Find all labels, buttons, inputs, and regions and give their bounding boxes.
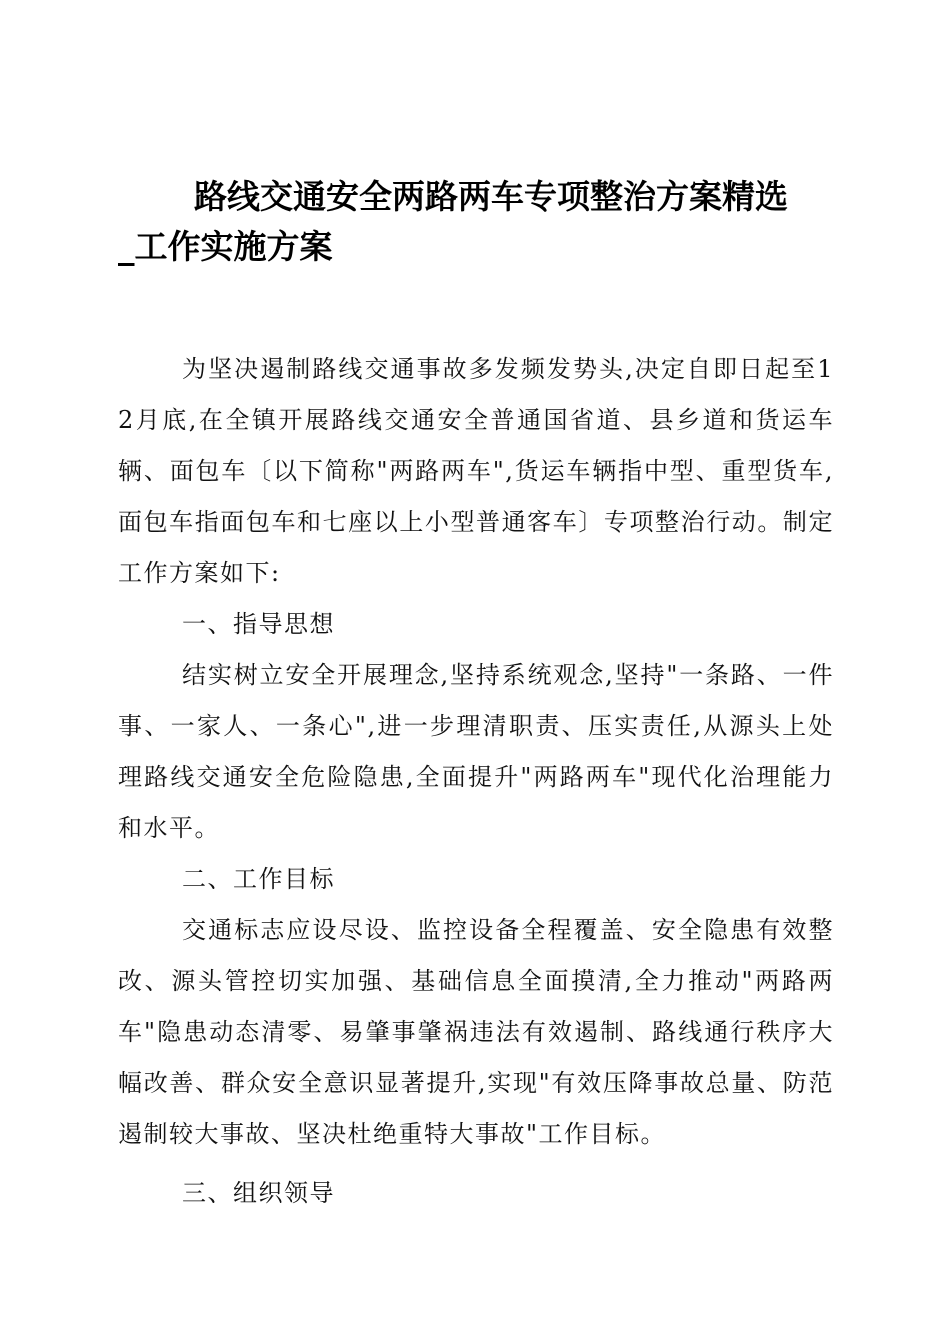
- document-title: [118, 172, 848, 272]
- title-line-1: 路线交通安全两路两车专项整治方案精选: [194, 177, 788, 216]
- document-body: [118, 344, 834, 1219]
- section-heading-2: 二、工作目标: [182, 865, 335, 893]
- title-line-2: _工作实施方案: [118, 227, 333, 266]
- intro-paragraph: 为坚决遏制路线交通事故多发频发势头,决定自即日起至12月底,在全镇开展路线交通安全普通国省道、县乡道和货运车辆、面包车〔以下简称"两路两车",货运车辆指中型、重型货车,面包车指面包车和七座以上小型普通客车〕专项整治行动。制定工作方案如下:: [118, 355, 834, 587]
- section-heading-3: 三、组织领导: [182, 1179, 335, 1207]
- section-paragraph-2: 交通标志应设尽设、监控设备全程覆盖、安全隐患有效整改、源头管控切实加强、基础信息全面摸清,全力推动"两路两车"隐患动态清零、易肇事肇祸违法有效遏制、路线通行秩序大幅改善、群众安全意识显著提升,实现"有效压降事故总量、防范遏制较大事故、坚决杜绝重特大事故"工作目标。: [118, 916, 834, 1148]
- section-heading-1: 一、指导思想: [182, 610, 335, 638]
- section-paragraph-1: 结实树立安全开展理念,坚持系统观念,坚持"一条路、一件事、一家人、一条心",进一步理清职责、压实责任,从源头上处理路线交通安全危险隐患,全面提升"两路两车"现代化治理能力和水平。: [118, 661, 834, 842]
